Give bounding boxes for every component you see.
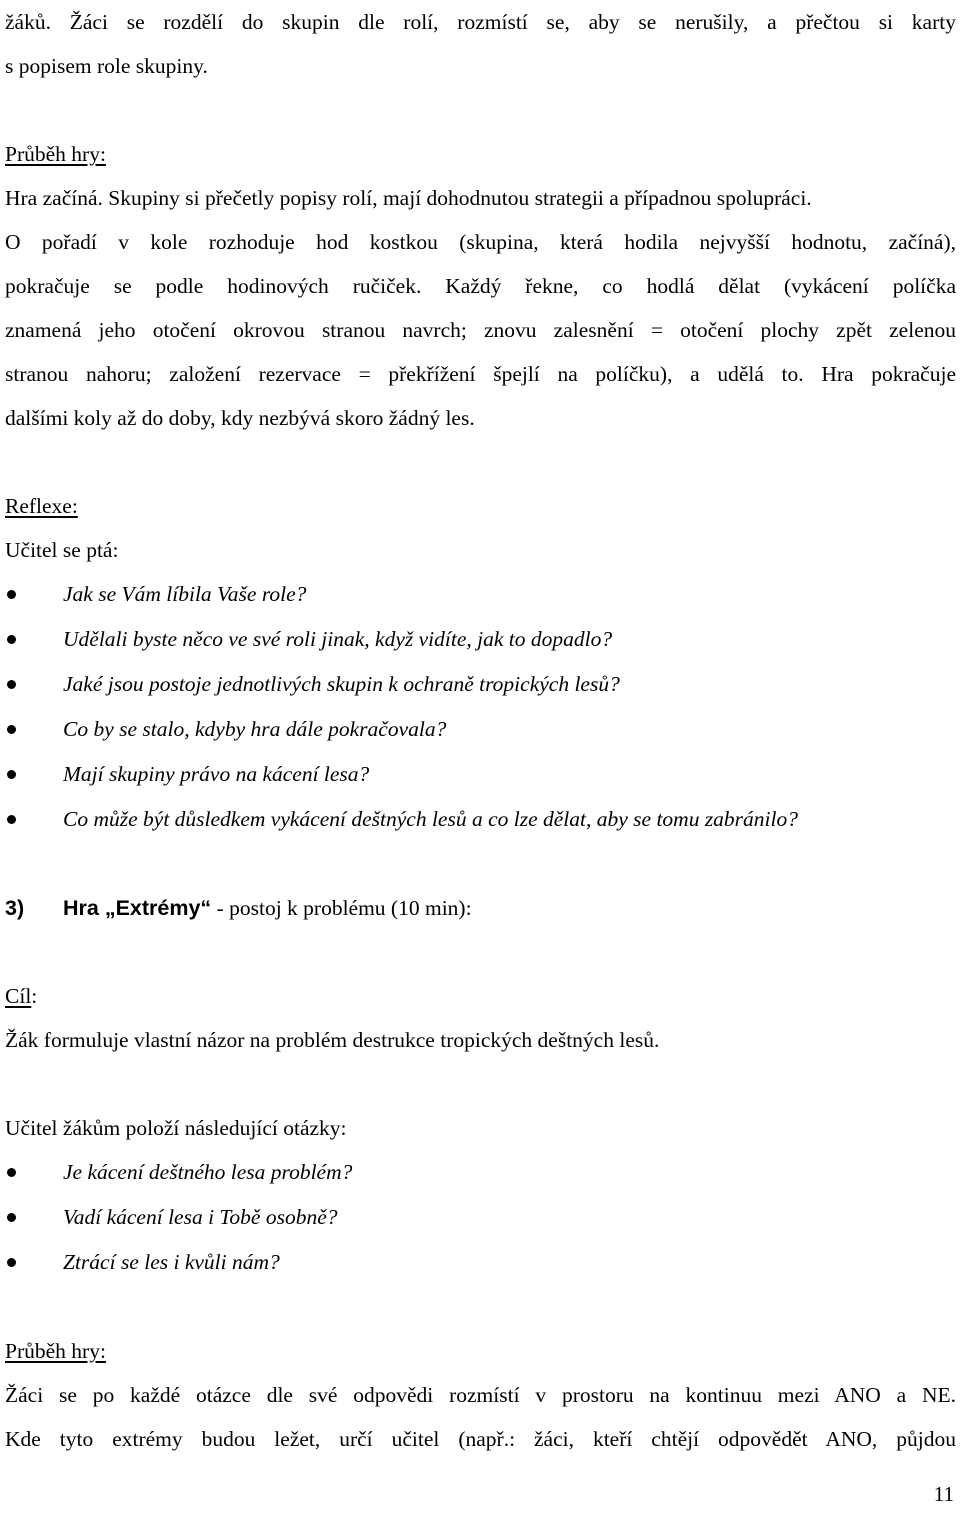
- bullet-icon: [7, 680, 16, 689]
- spacer: [5, 88, 956, 132]
- goal-heading: Cíl: [5, 984, 32, 1008]
- document-page: [5, 0, 956, 1461]
- question-text: Jak se Vám líbila Vaše role?: [63, 582, 307, 606]
- question-text: Jaké jsou postoje jednotlivých skupin k ochraně tropických lesů?: [63, 672, 620, 696]
- spacer: [5, 440, 956, 484]
- list-item: [5, 662, 956, 707]
- list-item: [5, 1240, 956, 1285]
- list-item: [5, 752, 956, 797]
- bullet-icon: [7, 1168, 16, 1177]
- section-title-line: [63, 886, 472, 930]
- game-progress-heading: Průběh hry:: [5, 1339, 106, 1363]
- intro-line-2: s popisem role skupiny.: [5, 54, 208, 78]
- game-progress-line: pokračuje se podle hodinových ručiček. Každý řekne, co hodlá dělat (vykácení políčka: [5, 274, 956, 298]
- spacer: [5, 1062, 956, 1106]
- game-progress-line: O pořadí v kole rozhoduje hod kostkou (skupina, která hodila nejvyšší hodnotu, začíná),: [5, 230, 956, 254]
- list-item: [5, 707, 956, 752]
- question-text: Udělali byste něco ve své roli jinak, když vidíte, jak to dopadlo?: [63, 627, 613, 651]
- bullet-icon: [7, 815, 16, 824]
- goal-colon: :: [31, 984, 38, 1008]
- intro-line-1: žáků. Žáci se rozdělí do skupin dle rolí, rozmístí se, aby se nerušily, a přečtou si karty: [5, 10, 956, 34]
- question-text: Ztrácí se les i kvůli nám?: [63, 1250, 280, 1274]
- section-title: „Extrémy“: [104, 896, 212, 920]
- section-suffix: - postoj k problému (10 min):: [211, 896, 472, 920]
- question-text: Je kácení deštného lesa problém?: [63, 1160, 353, 1184]
- teacher-questions-intro: Učitel žákům položí následující otázky:: [5, 1116, 347, 1140]
- section-3-heading: [5, 886, 956, 930]
- section-number: 3): [5, 896, 25, 920]
- bullet-icon: [7, 635, 16, 644]
- list-item: [5, 572, 956, 617]
- section-prefix: Hra: [63, 896, 105, 920]
- list-item: [5, 1195, 956, 1240]
- page-number: 11: [933, 1482, 954, 1506]
- bullet-icon: [7, 1258, 16, 1267]
- list-item: [5, 617, 956, 662]
- game-progress-line: Kde tyto extrémy budou ležet, určí učitel (např.: žáci, kteří chtějí odpovědět ANO, půjdou: [5, 1427, 956, 1451]
- bullet-icon: [7, 725, 16, 734]
- list-item: [5, 1150, 956, 1195]
- list-item: [5, 797, 956, 842]
- game-progress-line: Žáci se po každé otázce dle své odpovědi rozmístí v prostoru na kontinuu mezi ANO a NE.: [5, 1383, 956, 1407]
- game-progress-line: znamená jeho otočení okrovou stranou navrch; znovu zalesnění = otočení plochy zpět zelenou: [5, 318, 956, 342]
- teacher-question-list: [5, 1150, 956, 1285]
- game-progress-line: dalšími koly až do doby, kdy nezbývá skoro žádný les.: [5, 406, 475, 430]
- bullet-icon: [7, 590, 16, 599]
- question-text: Vadí kácení lesa i Tobě osobně?: [63, 1205, 338, 1229]
- spacer: [5, 930, 956, 974]
- game-progress-line: Hra začíná. Skupiny si přečetly popisy rolí, mají dohodnutou strategii a případnou spolupráci.: [5, 186, 812, 210]
- goal-text: Žák formuluje vlastní názor na problém destrukce tropických deštných lesů.: [5, 1028, 660, 1052]
- question-text: Co by se stalo, kdyby hra dále pokračovala?: [63, 717, 447, 741]
- reflection-question-list: [5, 572, 956, 842]
- spacer: [5, 842, 956, 886]
- bullet-icon: [7, 770, 16, 779]
- goal-heading-line: [5, 974, 956, 1018]
- spacer: [5, 1285, 956, 1329]
- question-text: Co může být důsledkem vykácení deštných lesů a co lze dělat, aby se tomu zabránilo?: [63, 807, 798, 831]
- question-text: Mají skupiny právo na kácení lesa?: [63, 762, 370, 786]
- game-progress-heading: Průběh hry:: [5, 142, 106, 166]
- reflection-heading: Reflexe:: [5, 494, 78, 518]
- reflection-intro: Učitel se ptá:: [5, 538, 119, 562]
- bullet-icon: [7, 1213, 16, 1222]
- game-progress-line: stranou nahoru; založení rezervace = překřížení špejlí na políčku), a udělá to. Hra pokračuje: [5, 362, 956, 386]
